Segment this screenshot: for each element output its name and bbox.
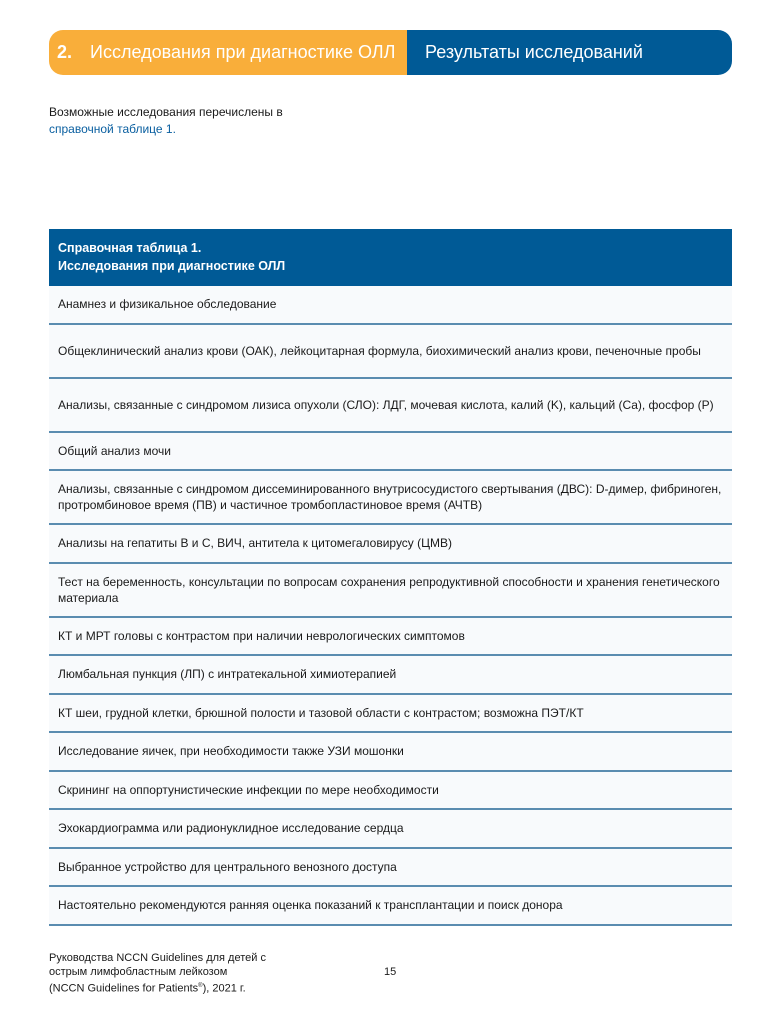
table-row: [49, 887, 732, 926]
row-text: Скрининг на оппортунистические инфекции по мере необходимости: [58, 782, 439, 797]
intro-paragraph: [49, 104, 283, 138]
footer-line3-text: (NCCN Guidelines for Patients: [49, 982, 199, 995]
row-text: Общий анализ мочи: [58, 443, 171, 458]
table-title-line1: Справочная таблица 1.: [58, 241, 202, 255]
row-text: Выбранное устройство для центрального венозного доступа: [58, 859, 397, 874]
table-row: [49, 656, 732, 695]
section-number: 2.: [57, 42, 73, 62]
table-row: [49, 525, 732, 564]
table-row: [49, 471, 732, 525]
table-row: [49, 286, 732, 325]
footer-line3: [49, 979, 266, 996]
table-header: [49, 229, 732, 286]
table-row: [49, 379, 732, 433]
table-row: [49, 433, 732, 472]
table-row: [49, 325, 732, 379]
row-text: Эхокардиограмма или радионуклидное исследование сердца: [58, 821, 404, 836]
subsection-tab: [407, 30, 732, 75]
table-reference-link[interactable]: справочной таблице 1.: [49, 122, 176, 136]
footer-citation: [49, 951, 266, 996]
row-text: Анамнез и физикальное обследование: [58, 297, 277, 312]
reference-table: [49, 229, 732, 926]
row-text: Анализы, связанные с синдромом диссеминированного внутрисосудистого свертывания (ДВС): D-димер, фибриноген, протромбиновое время (ПВ) и частичное тромбопластиновое время (АЧТВ): [58, 482, 722, 512]
table-row: [49, 695, 732, 734]
row-text: Тест на беременность, консультации по вопросам сохранения репродуктивной способности и хранения генетического материала: [58, 574, 720, 605]
footer-line2: острым лимфобластным лейкозом: [49, 966, 228, 978]
registered-mark: ®: [198, 983, 203, 989]
table-row: [49, 772, 732, 811]
section-banner: [49, 30, 732, 75]
subsection-title: Результаты исследований: [425, 42, 643, 62]
intro-text: Возможные исследования перечислены в: [49, 105, 283, 119]
section-tab: [49, 30, 407, 75]
table-row: [49, 733, 732, 772]
table-row: [49, 849, 732, 888]
row-text: Настоятельно рекомендуются ранняя оценка показаний к трансплантации и поиск донора: [58, 898, 563, 913]
row-text: Общеклинический анализ крови (ОАК), лейкоцитарная формула, биохимический анализ крови, печеночные пробы: [58, 343, 701, 358]
page-number: 15: [384, 966, 397, 978]
row-text: Исследование яичек, при необходимости также УЗИ мошонки: [58, 744, 404, 759]
table-row: [49, 618, 732, 657]
row-text: Люмбальная пункция (ЛП) с интратекальной химиотерапией: [58, 667, 397, 682]
row-text: Анализы, связанные с синдромом лизиса опухоли (СЛО): ЛДГ, мочевая кислота, калий (K), кальций (Ca), фосфор (P): [58, 397, 714, 412]
table-row: [49, 564, 732, 618]
row-text: Анализы на гепатиты B и C, ВИЧ, антитела к цитомегаловирусу (ЦМВ): [58, 536, 453, 551]
footer-line1: Руководства NCCN Guidelines для детей с: [49, 952, 266, 964]
row-text: КТ шеи, грудной клетки, брюшной полости и тазовой области с контрастом; возможна ПЭТ/КТ: [58, 705, 584, 720]
table-title-line2: Исследования при диагностике ОЛЛ: [58, 259, 286, 273]
section-title: Исследования при диагностике ОЛЛ: [90, 42, 396, 62]
table-row: [49, 810, 732, 849]
row-text: КТ и МРТ головы с контрастом при наличии неврологических симптомов: [58, 628, 465, 643]
footer-line3-year: ), 2021 г.: [202, 982, 246, 995]
